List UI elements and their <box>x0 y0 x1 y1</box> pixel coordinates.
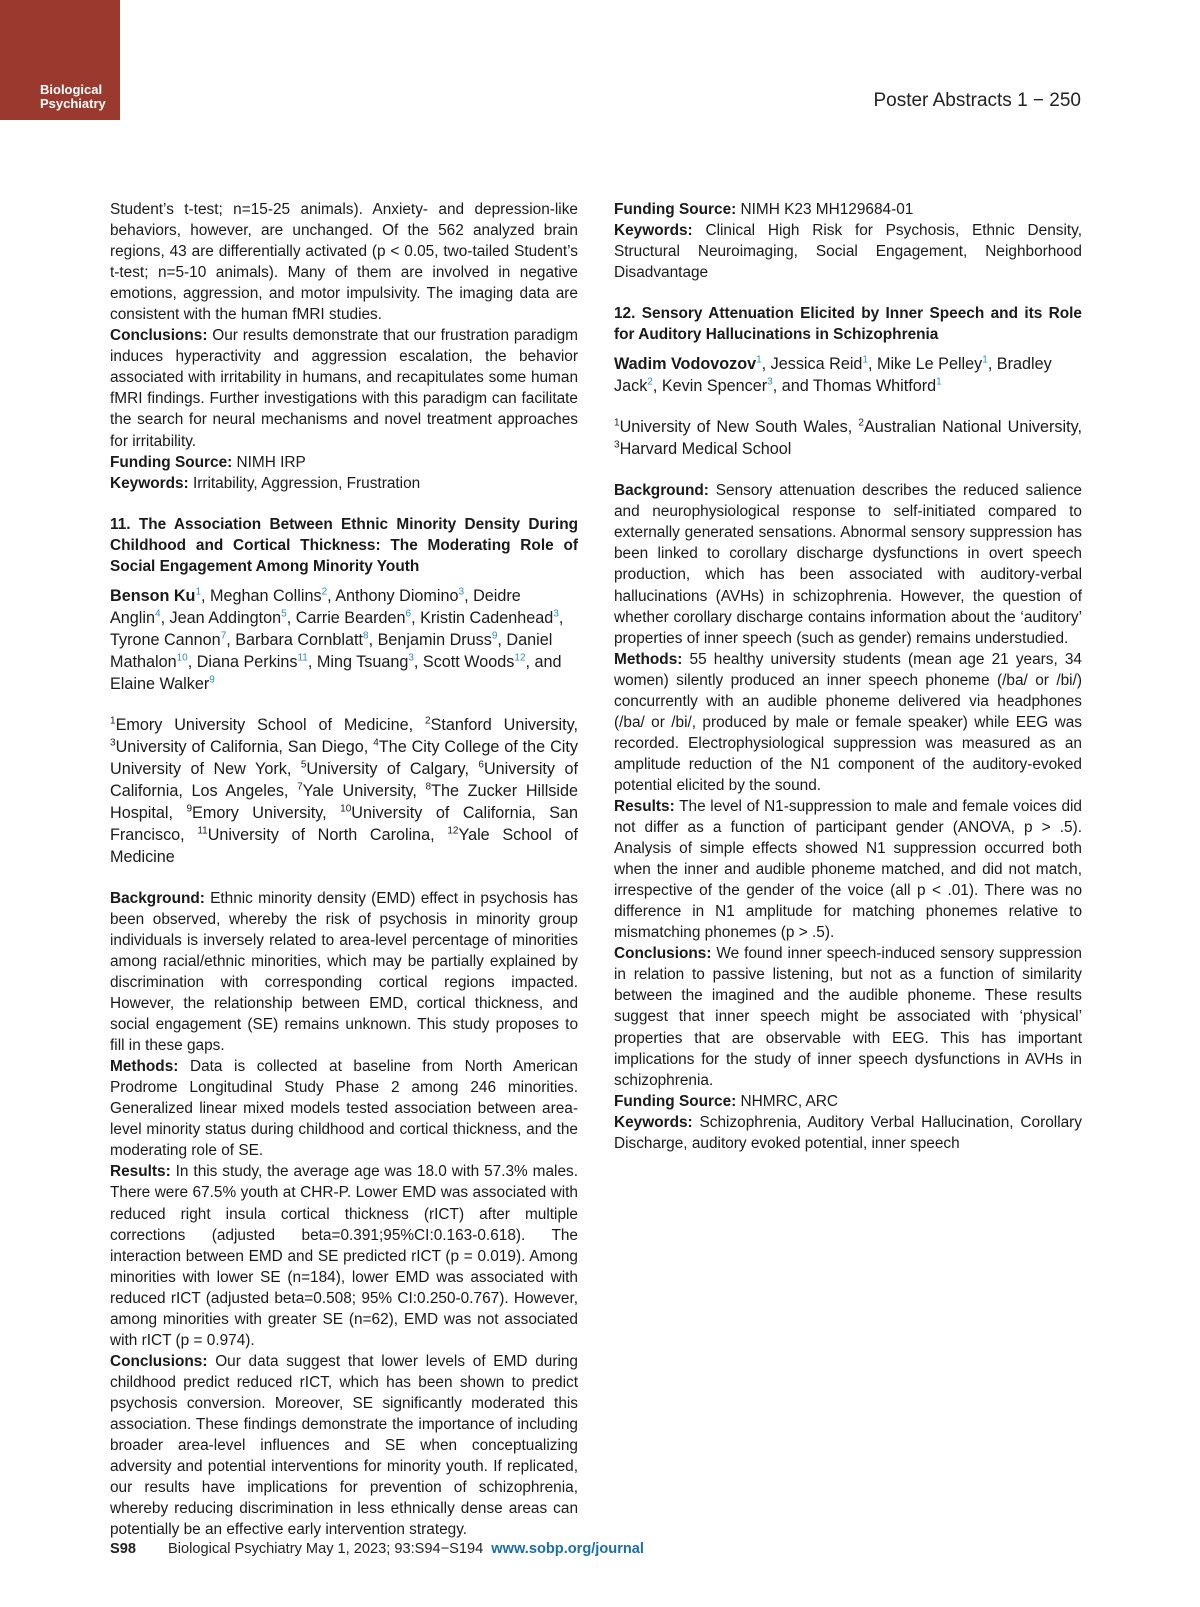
right-column <box>614 199 1082 1154</box>
page-footer <box>110 1541 644 1557</box>
abstract-11-results: Results: In this study, the average age was 18.0 with 57.3% males. There were 67.5% youth at CHR-P. Lower EMD was associated with reduced right insula cortical thickness (rICT) after multiple corrections (adjusted beta=0.391;95%CI:0.163-0.618). The interaction between EMD and SE predicted rICT (p = 0.019). Among minorities with lower SE (n=184), lower EMD was associated with reduced rICT (adjusted beta=0.508; 95% CI:0.250-0.767). However, among minorities with greater SE (n=62), EMD was not associated with rICT (p = 0.974). <box>110 1163 578 1349</box>
abstract-12-results: Results: The level of N1-suppression to male and female voices did not differ as a function of participant gender (ANOVA, p > .5). Analysis of simple effects showed N1 suppression occurred both when the inner and audible phoneme matched, and did not match, irrespective of the gender of the voice (all p < .01). There was no difference in N1 amplitude for matching phonemes relative to mismatching phonemes (p > .5). <box>614 797 1082 942</box>
prev-keywords: Keywords: Irritability, Aggression, Frustration <box>110 474 421 492</box>
abstract-12-affiliations: $^1$University of New South Wales, $^2$Australian National University, $^3$Harvard Medical School <box>614 417 1082 459</box>
abstract-11-affiliations: $^1$Emory University School of Medicine, $^2$Stanford University, $^3$University of California, San Diego, $^4$The City College of the City University of New York, $^5$University of Calgary, $^6$University of California, Los Angeles, $^7$Yale University, $^8$The Zucker Hillside Hospital, $^9$Emory University, $^{10}$University of California, San Francisco, $^{11}$University of North Carolina, $^{12}$Yale School of Medicine <box>110 715 578 866</box>
journal-name-line2: Psychiatry <box>40 96 106 111</box>
abstract-11-conclusions: Conclusions: Our data suggest that lower levels of EMD during childhood predict reduced rICT, which has been shown to predict psychosis conversion. Moreover, SE significantly moderated this association. These findings demonstrate the importance of including broader area-level influences and SE when conceptualizing adversity and potential interventions for minority youth. If replicated, our results have implications for prevention of schizophrenia, whereby reducing discrimination in less ethnically dense areas can potentially be an effective early intervention strategy. <box>110 1352 578 1539</box>
prev-conclusions: Conclusions: Our results demonstrate that our frustration paradigm induces hyperactivity and aggression escalation, the behavior associated with irritability in humans, and recapitulates some human fMRI findings. Further investigations with this paradigm can facilitate the search for neural mechanisms and novel treatment approaches for irritability. <box>110 327 578 450</box>
running-head: Poster Abstracts 1 − 250 <box>873 90 1081 111</box>
abstract-12-methods: Methods: 55 healthy university students (mean age 21 years, 34 women) silently produced an inner speech phoneme (/ba/ or /bi/) concurrently with an audible phoneme delivered via headphones (/ba/ or /bi/, produced by male or female speaker) while EEG was recorded. Electrophysiological suppression was measured as an amplitude reduction of the N1 component of the auditory-evoked potential elicited by the sound. <box>614 650 1082 794</box>
abstract-11-funding: Funding Source: NIMH K23 MH129684-01 <box>614 201 914 218</box>
abstract-12-background: Background: Sensory attenuation describes the reduced salience and neurophysiological response to self-initiated compared to externally generated sensations. Abnormal sensory suppression has been linked to corollary discharge dysfunctions in overt speech production, which has been associated with auditory-verbal hallucinations (AVHs) in schizophrenia. However, the question of whether corollary discharge contains information about the ‘auditory’ properties of inner speech (such as gender) remains understudied. <box>614 482 1082 647</box>
page-number: S98 <box>110 1541 136 1557</box>
journal-citation: Biological Psychiatry May 1, 2023; 93:S94−S194 <box>168 1541 484 1557</box>
abstract-11-title: 11. The Association Between Ethnic Minority Density During Childhood and Cortical Thickness: The Moderating Role of Social Engagement Among Minority Youth <box>110 515 578 575</box>
journal-url-link[interactable]: www.sobp.org/journal <box>491 1541 644 1557</box>
abstract-12-keywords: Keywords: Schizophrenia, Auditory Verbal Hallucination, Corollary Discharge, auditory evoked potential, inner speech <box>614 1113 1082 1152</box>
journal-badge <box>0 0 120 120</box>
carryover-results: Student’s t-test; n=15-25 animals). Anxiety- and depression-like behaviors, however, are unchanged. Of the 562 analyzed brain regions, 43 are differentially activated (p < 0.05, two-tailed Student’s t-test; n=5-10 animals). Many of them are involved in negative emotions, aggression, and motor impulsivity. The imaging data are consistent with the human fMRI studies. <box>110 201 578 324</box>
abstract-11-background: Background: Ethnic minority density (EMD) effect in psychosis has been observed, whereby the risk of psychosis in minority group individuals is inversely related to area-level percentage of minorities among racial/ethnic minorities, which may be partially explained by discrimination with corresponding cortical regions impacted. However, the relationship between EMD, cortical thickness, and social engagement (SE) remains unknown. This study proposes to fill in these gaps. <box>110 889 578 1055</box>
abstract-11-methods: Methods: Data is collected at baseline from North American Prodrome Longitudinal Study Phase 2 among 246 minorities. Generalized linear mixed models tested association between area-level minority status during childhood and cortical thickness, and the moderating role of SE. <box>110 1058 578 1160</box>
abstract-12-conclusions: Conclusions: We found inner speech-induced sensory suppression in relation to passive listening, but not as a function of similarity between the imagined and the audible phoneme. These results suggest that inner speech might be associated with ‘physical’ properties that are observable with EEG. This has important implications for the study of inner speech dysfunctions in AVHs in schizophrenia. <box>614 945 1082 1089</box>
prev-funding: Funding Source: NIMH IRP <box>110 453 306 471</box>
abstract-11-keywords: Keywords: Clinical High Risk for Psychosis, Ethnic Density, Structural Neuroimaging, Social Engagement, Neighborhood Disadvantage <box>614 222 1082 282</box>
abstract-12-funding: Funding Source: NHMRC, ARC <box>614 1092 839 1110</box>
abstract-12-title: 12. Sensory Attenuation Elicited by Inner Speech and its Role for Auditory Hallucinations in Schizophrenia <box>614 305 1082 344</box>
journal-name-line1: Biological <box>40 82 103 97</box>
abstract-11-authors: Benson Ku$^1$, Meghan Collins$^2$, Anthony Diomino$^3$, Deidre Anglin$^4$, Jean Addington$^5$, Carrie Bearden$^6$, Kristin Cadenhead$^3$, Tyrone Cannon$^7$, Barbara Cornblatt$^8$, Benjamin Druss$^9$, Daniel Mathalon$^{10}$, Diana Perkins$^{11}$, Ming Tsuang$^3$, Scott Woods$^{12}$, and Elaine Walker$^9$ <box>110 586 564 693</box>
abstract-12-authors: Wadim Vodovozov$^1$, Jessica Reid$^1$, Mike Le Pelley$^1$, Bradley Jack$^2$, Kevin Spencer$^3$, and Thomas Whitford$^1$ <box>614 354 1052 396</box>
left-column <box>110 199 578 1540</box>
